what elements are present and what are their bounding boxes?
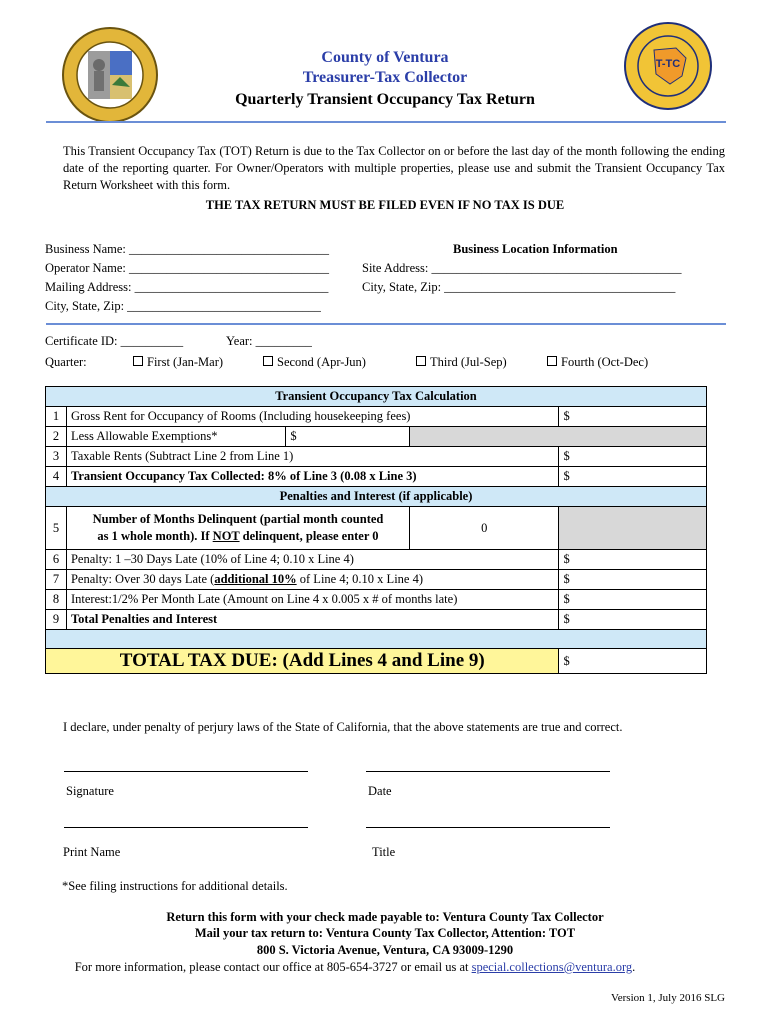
row-number: 2: [46, 427, 67, 447]
table-row: [46, 570, 707, 590]
penalties-header: Penalties and Interest (if applicable): [46, 487, 707, 507]
row-label: Transient Occupancy Tax Collected: 8% of Line 3 (0.08 x Line 3): [66, 467, 559, 487]
quarter-first-label: First (Jan-Mar): [147, 355, 224, 369]
row-label: Less Allowable Exemptions*: [66, 427, 285, 447]
title-line[interactable]: [366, 827, 610, 828]
quarter-third-label: Third (Jul-Sep): [430, 355, 507, 369]
title-label: Title: [372, 845, 396, 859]
checkbox-icon: [133, 356, 143, 366]
quarter-first-checkbox[interactable]: [133, 355, 223, 370]
signature-label: Signature: [66, 784, 114, 798]
table-row: [46, 590, 707, 610]
penalty-30-amount[interactable]: $: [559, 550, 707, 570]
table-header-row: [46, 387, 707, 407]
total-tax-due-label: TOTAL TAX DUE: (Add Lines 4 and Line 9): [46, 649, 559, 674]
penalty-over-30-a: Penalty: Over 30 days Late (: [70, 572, 215, 586]
penalty-over-30-b: additional 10%: [214, 572, 297, 586]
filing-notice: THE TAX RETURN MUST BE FILED EVEN IF NO TAX IS DUE: [205, 198, 565, 212]
treasurer-seal-logo: [624, 22, 712, 110]
row-number: 1: [46, 407, 67, 427]
shaded-cell: [559, 507, 707, 550]
quarter-third-checkbox[interactable]: [416, 355, 507, 370]
contact-prefix: For more information, please contact our office at 805-654-3727 or email us at: [74, 960, 472, 974]
tax-calculation-table: [45, 386, 707, 674]
date-line[interactable]: [366, 771, 610, 772]
print-name-line[interactable]: [64, 827, 308, 828]
return-instructions: Return this form with your check made payable to: Ventura County Tax Collector: [166, 910, 604, 924]
row-label: Penalty: 1 –30 Days Late (10% of Line 4; 0.10 x Line 4): [66, 550, 559, 570]
mailing-address-field[interactable]: Mailing Address: _______________________________: [45, 280, 329, 294]
gross-rent-amount[interactable]: $: [559, 407, 707, 427]
intro-paragraph: This Transient Occupancy Tax (TOT) Return is due to the Tax Collector on or before the last day of the month following the ending date of the reporting quarter. For Owner/Operators with multiple properties, please use and submit the Transient Occupancy Tax Return Worksheet with this form.: [63, 144, 725, 192]
months-label-a: Number of Months Delinquent (partial month counted: [92, 512, 384, 526]
table-row: [46, 407, 707, 427]
row-label: Total Penalties and Interest: [66, 610, 559, 630]
site-address-field[interactable]: Site Address: ________________________________________: [362, 261, 682, 275]
months-label-not: NOT: [212, 529, 240, 543]
mail-address: 800 S. Victoria Avenue, Ventura, CA 93009-1290: [256, 943, 514, 957]
penalties-header-row: [46, 487, 707, 507]
row-label: Taxable Rents (Subtract Line 2 from Line 1): [66, 447, 559, 467]
signature-line[interactable]: [64, 771, 308, 772]
table-row: [46, 610, 707, 630]
footnote: *See filing instructions for additional details.: [62, 879, 288, 893]
row-label: [66, 570, 559, 590]
table-row: [46, 427, 707, 447]
table-row: [46, 467, 707, 487]
calc-header: Transient Occupancy Tax Calculation: [46, 387, 707, 407]
office-name: Treasurer-Tax Collector: [302, 69, 468, 86]
months-delinquent-value[interactable]: 0: [409, 507, 558, 550]
mail-instructions: Mail your tax return to: Ventura County Tax Collector, Attention: TOT: [194, 926, 576, 940]
contact-suffix: .: [632, 960, 636, 974]
months-label-b: as 1 whole month). If: [97, 529, 213, 543]
months-label-c: delinquent, please enter 0: [239, 529, 379, 543]
date-label: Date: [368, 784, 392, 798]
table-row: [46, 507, 707, 550]
form-title: Quarterly Transient Occupancy Tax Return: [235, 91, 535, 108]
quarter-second-checkbox[interactable]: [263, 355, 366, 370]
treasurer-seal-center-text: T-TC: [655, 58, 681, 70]
quarter-fourth-label: Fourth (Oct-Dec): [561, 355, 649, 369]
checkbox-icon: [416, 356, 426, 366]
total-row: [46, 649, 707, 674]
spacer-cell: [46, 630, 707, 649]
interest-amount[interactable]: $: [559, 590, 707, 610]
header-divider: [46, 121, 726, 123]
row-number: 9: [46, 610, 67, 630]
city-state-zip-field[interactable]: City, State, Zip: _______________________________: [45, 299, 321, 313]
quarter-fourth-checkbox[interactable]: [547, 355, 648, 370]
row-number: 4: [46, 467, 67, 487]
business-location-header: Business Location Information: [453, 242, 618, 256]
row-label: [66, 507, 409, 550]
print-name-label: Print Name: [63, 845, 121, 859]
certificate-id-field[interactable]: Certificate ID: __________: [45, 334, 184, 348]
penalty-over-30-c: of Line 4; 0.10 x Line 4): [296, 572, 424, 586]
business-divider: [46, 323, 726, 325]
contact-info: [0, 960, 710, 975]
checkbox-icon: [263, 356, 273, 366]
row-label: Interest:1/2% Per Month Late (Amount on Line 4 x 0.005 x # of months late): [66, 590, 559, 610]
tot-collected-amount[interactable]: $: [559, 467, 707, 487]
penalty-over-30-amount[interactable]: $: [559, 570, 707, 590]
shaded-cell: [409, 427, 706, 447]
county-seal-logo: [62, 27, 158, 123]
row-number: 3: [46, 447, 67, 467]
taxable-rents-amount[interactable]: $: [559, 447, 707, 467]
email-link[interactable]: special.collections@ventura.org: [471, 960, 633, 974]
checkbox-icon: [547, 356, 557, 366]
row-label: Gross Rent for Occupancy of Rooms (Including housekeeping fees): [66, 407, 559, 427]
year-field[interactable]: Year: _________: [226, 334, 312, 348]
county-seal-graphic: [64, 29, 156, 121]
row-number: 6: [46, 550, 67, 570]
row-number: 7: [46, 570, 67, 590]
table-row: [46, 447, 707, 467]
quarter-label: Quarter:: [45, 355, 87, 369]
exemptions-amount[interactable]: $: [286, 427, 410, 447]
row-number: 5: [46, 507, 67, 550]
operator-name-field[interactable]: Operator Name: ________________________________: [45, 261, 329, 275]
row-number: 8: [46, 590, 67, 610]
total-penalties-amount[interactable]: $: [559, 610, 707, 630]
quarter-second-label: Second (Apr-Jun): [277, 355, 366, 369]
version-label: Version 1, July 2016 SLG: [611, 992, 725, 1004]
business-name-field[interactable]: Business Name: ________________________________: [45, 242, 330, 256]
site-city-field[interactable]: City, State, Zip: _____________________________________: [362, 280, 676, 294]
county-name: County of Ventura: [321, 49, 449, 66]
total-tax-due-amount[interactable]: $: [559, 649, 707, 674]
table-row: [46, 550, 707, 570]
declaration-text: I declare, under penalty of perjury laws of the State of California, that the above statements are true and correct.: [63, 720, 623, 734]
spacer-row: [46, 630, 707, 649]
